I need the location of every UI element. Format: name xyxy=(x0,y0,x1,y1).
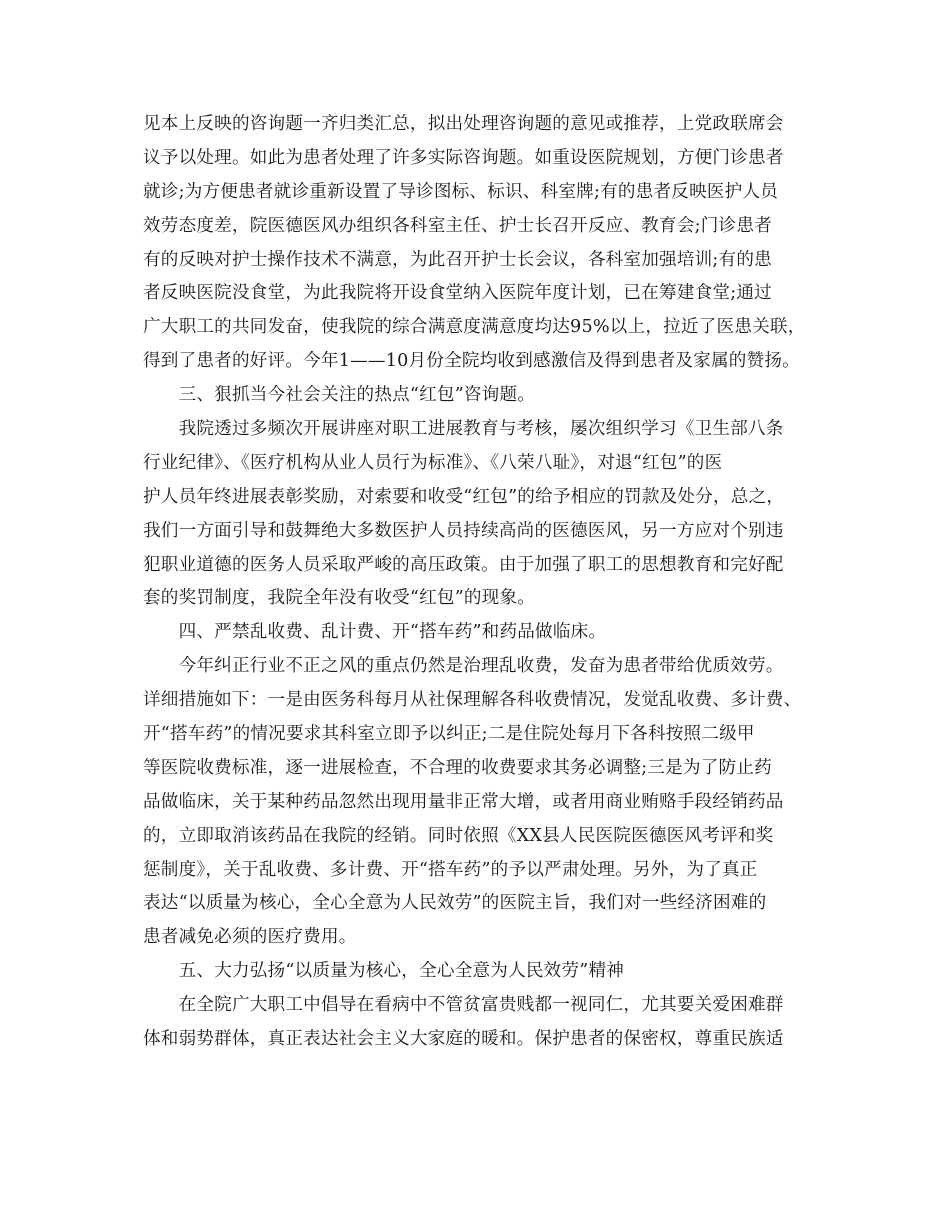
text-line: 得到了患者的好评。今年1——10月份全院均收到感激信及得到患者及家属的赞扬。 xyxy=(143,351,800,372)
text-line: 见本上反映的咨询题一齐归类汇总，拟出处理咨询题的意见或推荐，上党政联席会 xyxy=(143,114,784,134)
text-line: 表达“以质量为核心，全心全意为人民效劳”的医院主旨，我们对一些经济困难的 xyxy=(143,893,767,914)
text-line: 我院透过多频次开展讲座对职工进展教育与考核，屡次组织学习《卫生部八条 xyxy=(143,419,784,440)
text-line: 广大职工的共同发奋，使我院的综合满意度满意度均达95%以上，拉近了医患关联， xyxy=(143,317,806,338)
text-line: 者反映医院没食堂，为此我院将开设食堂纳入医院年度计划，已在筹建食堂;通过 xyxy=(143,283,772,304)
section-heading-5: 五、大力弘扬“以质量为核心，全心全意为人民效劳”精神 xyxy=(143,961,625,982)
text-line: 在全院广大职工中倡导在看病中不管贫富贵贱都一视同仁，尤其要关爱困难群 xyxy=(143,995,784,1016)
text-line: 有的反映对护士操作技术不满意，为此召开护士长会议，各科室加强培训;有的患 xyxy=(143,249,772,270)
text-line: 开“搭车药”的情况要求其科室立即予以纠正;二是住院处每月下各科按照二级甲 xyxy=(143,724,755,745)
section-heading-3: 三、狠抓当今社会关注的热点“红包”咨询题。 xyxy=(143,385,536,406)
text-line: 我们一方面引导和鼓舞绝大多数医护人员持续高尚的医德医风，另一方应对个别违 xyxy=(143,520,784,541)
text-line: 惩制度》，关于乱收费、多计费、开“搭车药”的予以严肃处理。另外，为了真正 xyxy=(143,859,758,880)
text-line: 的，立即取消该药品在我院的经销。同时依照《XX县人民医院医德医风考评和奖 xyxy=(143,825,774,846)
document-body xyxy=(143,108,813,1057)
text-line: 议予以处理。如此为患者处理了许多实际咨询题。如重设医院规划，方便门诊患者 xyxy=(143,147,784,168)
text-line: 行业纪律》、《医疗机构从业人员行为标准》、《八荣八耻》，对退“红包”的医 xyxy=(143,452,723,473)
text-line: 品做临床，关于某种药品忽然出现用量非正常大增，或者用商业贿赂手段经销药品 xyxy=(143,791,784,812)
section-heading-4: 四、严禁乱收费、乱计费、开“搭车药”和药品做临床。 xyxy=(143,622,607,643)
text-line: 详细措施如下：一是由医务科每月从社保理解各科收费情况，发觉乱收费、多计费、 xyxy=(143,690,802,711)
text-line: 效劳态度差，院医德医风办组织各科室主任、护士长召开反应、教育会;门诊患者 xyxy=(143,215,772,236)
text-line: 护人员年终进展表彰奖励，对索要和收受“红包”的给予相应的罚款及处分，总之， xyxy=(143,486,785,507)
text-line: 套的奖罚制度，我院全年没有收受“红包”的现象。 xyxy=(143,588,536,609)
text-line: 就诊;为方便患者就诊重新设置了导诊图标、标识、科室牌;有的患者反映医护人员 xyxy=(143,181,779,202)
text-line: 体和弱势群体，真正表达社会主义大家庭的暖和。保护患者的保密权，尊重民族适 xyxy=(143,1029,784,1050)
text-line: 等医院收费标准，逐一进展检查，不合理的收费要求其务必调整;三是为了防止药 xyxy=(143,757,772,778)
text-line: 犯职业道德的医务人员采取严峻的高压政策。由于加强了职工的思想教育和完好配 xyxy=(143,554,784,575)
text-line: 今年纠正行业不正之风的重点仍然是治理乱收费，发奋为患者带给优质效劳。 xyxy=(143,656,784,677)
text-line: 患者减免必须的医疗费用。 xyxy=(143,927,357,948)
